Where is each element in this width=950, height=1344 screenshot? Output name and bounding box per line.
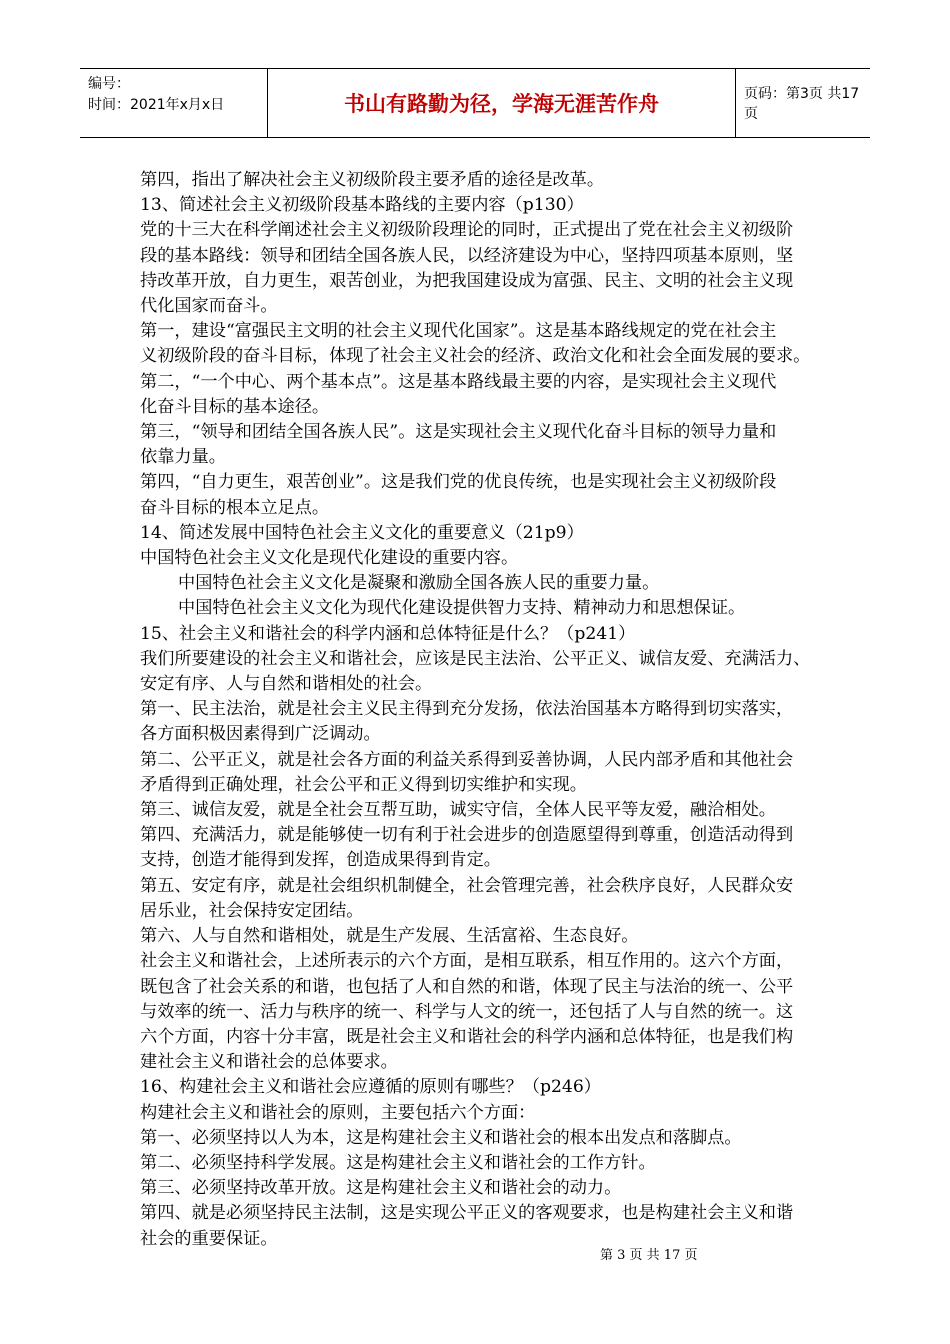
text-line: 第三，“领导和团结全国各族人民”。这是实现社会主义现代化奋斗目标的领导力量和 [140, 422, 777, 443]
text-line: 第二，“一个中心、两个基本点”。这是基本路线最主要的内容，是实现社会主义现代 [140, 371, 777, 392]
text-line: 段的基本路线：领导和团结全国各族人民，以经济建设为中心，坚持四项基本原则，坚 [140, 245, 794, 266]
text-line: 建社会主义和谐社会的总体要求。 [140, 1052, 398, 1073]
text-line: 义初级阶段的奋斗目标，体现了社会主义社会的经济、政治文化和社会全面发展的要求。 [140, 346, 811, 367]
text-line: 各方面积极因素得到广泛调动。 [140, 724, 381, 745]
text-line: 第四，指出了解决社会主义初级阶段主要矛盾的途径是改革。 [140, 170, 605, 190]
text-line: 与效率的统一、活力与秩序的统一、科学与人文的统一，还包括了人与自然的统一。这 [140, 1001, 794, 1022]
text-line: 支持，创造才能得到发挥，创造成果得到肯定。 [140, 850, 501, 871]
page-header [80, 68, 870, 138]
section-heading: 15、社会主义和谐社会的科学内涵和总体特征是什么？（p241） [140, 623, 636, 644]
text-line: 党的十三大在科学阐述社会主义初级阶段理论的同时，正式提出了党在社会主义初级阶 [140, 220, 794, 241]
text-line: 第一、民主法治，就是社会主义民主得到充分发扬，依法治国基本方略得到切实落实， [140, 699, 794, 720]
header-motto: 书山有路勤为径，学海无涯苦作舟 [268, 69, 736, 137]
text-line: 第三、诚信友爱，就是全社会互帮互助，诚实守信，全体人民平等友爱，融洽相处。 [140, 800, 776, 821]
text-line: 中国特色社会主义文化是凝聚和激励全国各族人民的重要力量。 [178, 573, 660, 594]
text-line: 第一，建设“富强民主文明的社会主义现代化国家”。这是基本路线规定的党在社会主 [140, 321, 777, 342]
section-heading: 13、简述社会主义初级阶段基本路线的主要内容（p130） [140, 195, 584, 216]
text-line: 社会主义和谐社会，上述所表示的六个方面，是相互联系，相互作用的。这六个方面， [140, 951, 794, 972]
text-line: 化奋斗目标的基本途径。 [140, 396, 330, 417]
text-line: 持改革开放，自力更生，艰苦创业，为把我国建设成为富强、民主、文明的社会主义现 [140, 270, 794, 291]
document-body [140, 168, 880, 1252]
number-label: 编号： [88, 76, 130, 92]
text-line: 中国特色社会主义文化是现代化建设的重要内容。 [140, 548, 519, 569]
text-line: 第二、必须坚持科学发展。这是构建社会主义和谐社会的工作方针。 [140, 1152, 656, 1173]
text-line: 居乐业，社会保持安定团结。 [140, 900, 364, 921]
text-line: 构建社会主义和谐社会的原则，主要包括六个方面： [140, 1102, 536, 1123]
header-meta [80, 69, 268, 137]
text-line: 第三、必须坚持改革开放。这是构建社会主义和谐社会的动力。 [140, 1178, 622, 1199]
text-line: 矛盾得到正确处理，社会公平和正义得到切实维护和实现。 [140, 774, 587, 795]
text-line: 既包含了社会关系的和谐，也包括了人和自然的和谐，体现了民主与法治的统一、公平 [140, 976, 794, 997]
text-line: 第四、充满活力，就是能够使一切有利于社会进步的创造愿望得到尊重，创造活动得到 [140, 825, 794, 846]
time-label: 时间：2021年x月x日 [88, 97, 225, 113]
text-line: 第六、人与自然和谐相处，就是生产发展、生活富裕、生态良好。 [140, 926, 639, 947]
text-line: 第一、必须坚持以人为本，这是构建社会主义和谐社会的根本出发点和落脚点。 [140, 1127, 742, 1148]
text-line: 第四，“自力更生，艰苦创业”。这是我们党的优良传统，也是实现社会主义初级阶段 [140, 472, 777, 493]
page-footer: 第 3 页 共 17 页 [600, 1248, 698, 1263]
text-line: 第五、安定有序，就是社会组织机制健全，社会管理完善，社会秩序良好，人民群众安 [140, 875, 794, 896]
header-page-info: 页码：第3页 共17页 [744, 86, 860, 122]
text-line: 我们所要建设的社会主义和谐社会，应该是民主法治、公平正义、诚信友爱、充满活力、 [140, 648, 811, 669]
text-line: 社会的重要保证。 [140, 1228, 278, 1249]
text-line: 代化国家而奋斗。 [140, 296, 278, 317]
text-line: 奋斗目标的根本立足点。 [140, 497, 330, 518]
text-line: 中国特色社会主义文化为现代化建设提供智力支持、精神动力和思想保证。 [178, 598, 746, 619]
text-line: 六个方面，内容十分丰富，既是社会主义和谐社会的科学内涵和总体特征，也是我们构 [140, 1026, 794, 1047]
section-heading: 16、构建社会主义和谐社会应遵循的原则有哪些？（p246） [140, 1077, 601, 1098]
text-line: 安定有序、人与自然和谐相处的社会。 [140, 674, 433, 695]
text-line: 第二、公平正义，就是社会各方面的利益关系得到妥善协调，人民内部矛盾和其他社会 [140, 749, 794, 770]
text-line: 第四、就是必须坚持民主法制，这是实现公平正义的客观要求，也是构建社会主义和谐 [140, 1203, 794, 1224]
section-heading: 14、简述发展中国特色社会主义文化的重要意义（21p9） [140, 522, 584, 543]
text-line: 依靠力量。 [140, 447, 226, 468]
